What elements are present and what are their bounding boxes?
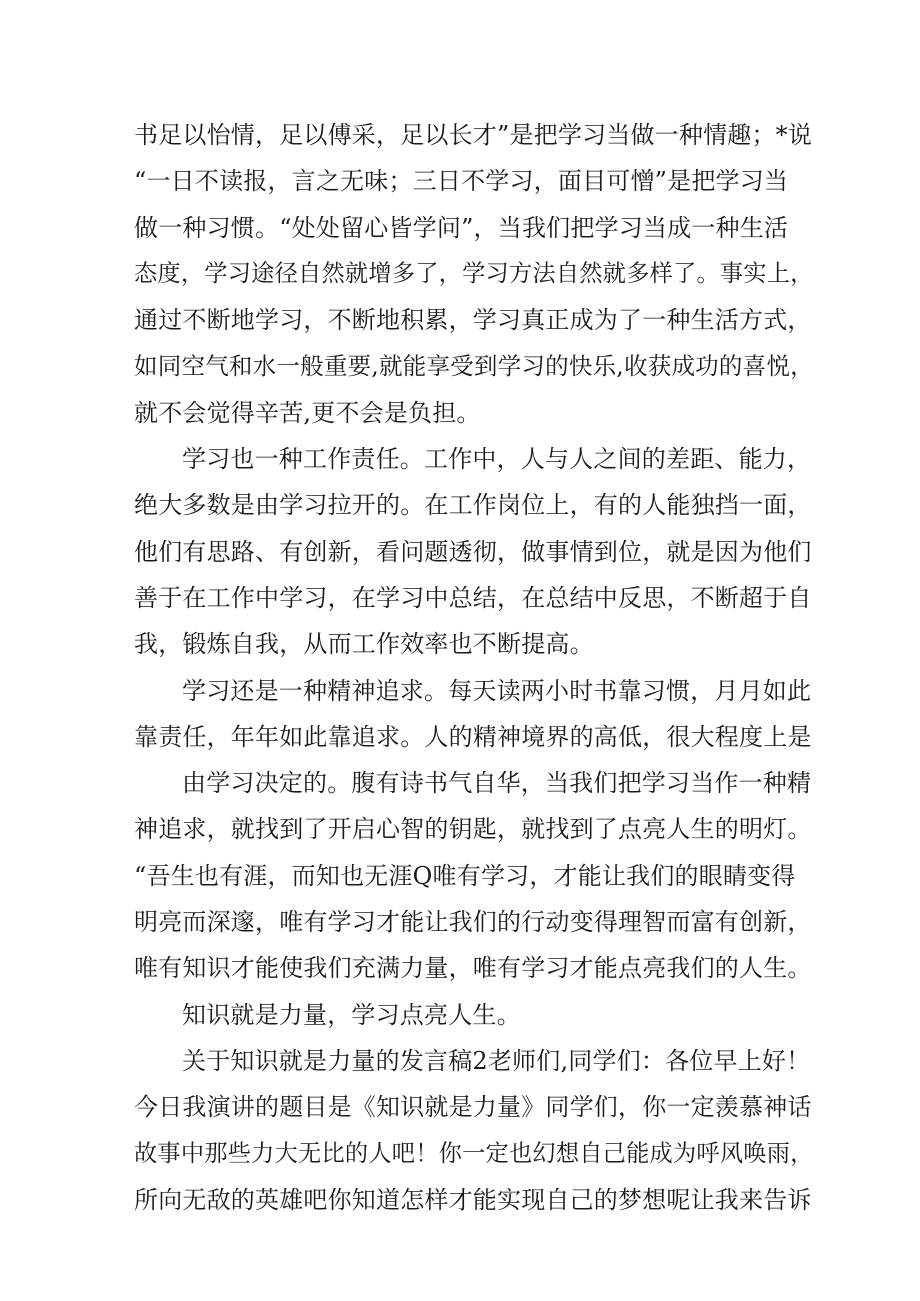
document-body	[134, 112, 814, 1223]
text-line: 通过不断地学习，不断地积累，学习真正成为了一种生活方式，	[134, 306, 812, 335]
text-line: 如同空气和水一般重要,就能享受到学习的快乐,收获成功的喜悦，	[134, 352, 814, 381]
text-line: 知识就是力量，学习点亮人生。	[182, 1000, 521, 1029]
text-line: 今日我演讲的题目是《知识就是力量》同学们，你一定羡慕神话	[134, 1093, 812, 1122]
text-line: “吾生也有涯，而知也无涯Q唯有学习，才能让我们的眼睛变得	[134, 861, 796, 890]
text-line: 书足以怡情，足以傅采，足以长才”是把学习当做一种情趣；*说	[134, 121, 813, 149]
text-line: 学习也一种工作责任。工作中，人与人之间的差距、能力，	[182, 445, 812, 474]
text-line: 唯有知识才能使我们充满力量，唯有学习才能点亮我们的人生。	[134, 954, 812, 983]
text-line: 神追求，就找到了开启心智的钥匙，就找到了点亮人生的明灯。	[134, 815, 812, 844]
text-line: 学习还是一种精神追求。每天读两小时书靠习惯，月月如此	[182, 676, 812, 705]
text-line: 态度，学习途径自然就增多了，学习方法自然就多样了。事实上，	[134, 259, 814, 287]
text-line: 就不会觉得辛苦,更不会是负担。	[134, 398, 481, 427]
text-line: 善于在工作中学习，在学习中总结，在总结中反思，不断超于自	[134, 583, 812, 612]
text-line: 靠责任，年年如此靠追求。人的精神境界的高低，很大程度上是	[134, 722, 812, 751]
text-line: 做一种习惯。“处处留心皆学问”，当我们把学习当成一种生活	[134, 213, 789, 242]
text-line: 他们有思路、有创新，看问题透彻，做事情到位，就是因为他们	[134, 537, 812, 566]
text-line: 我，锻炼自我，从而工作效率也不断提高。	[134, 630, 594, 659]
text-line: 明亮而深邃，唯有学习才能让我们的行动变得理智而富有创新，	[134, 908, 812, 937]
text-line: 所向无敌的英雄吧你知道怎样才能实现自己的梦想呢让我来告诉	[134, 1185, 812, 1214]
text-line: 绝大多数是由学习拉开的。在工作岗位上，有的人能独挡一面，	[134, 491, 812, 520]
text-line: 关于知识就是力量的发言稿2老师们,同学们：各位早上好！	[182, 1046, 811, 1075]
text-line: 由学习决定的。腹有诗书气自华，当我们把学习当作一种精	[182, 769, 812, 798]
text-line: “一日不读报，言之无味；三日不学习，面目可憎”是把学习当	[134, 167, 789, 196]
text-line: 故事中那些力大无比的人吧！你一定也幻想自己能成为呼风唤雨，	[134, 1139, 814, 1167]
